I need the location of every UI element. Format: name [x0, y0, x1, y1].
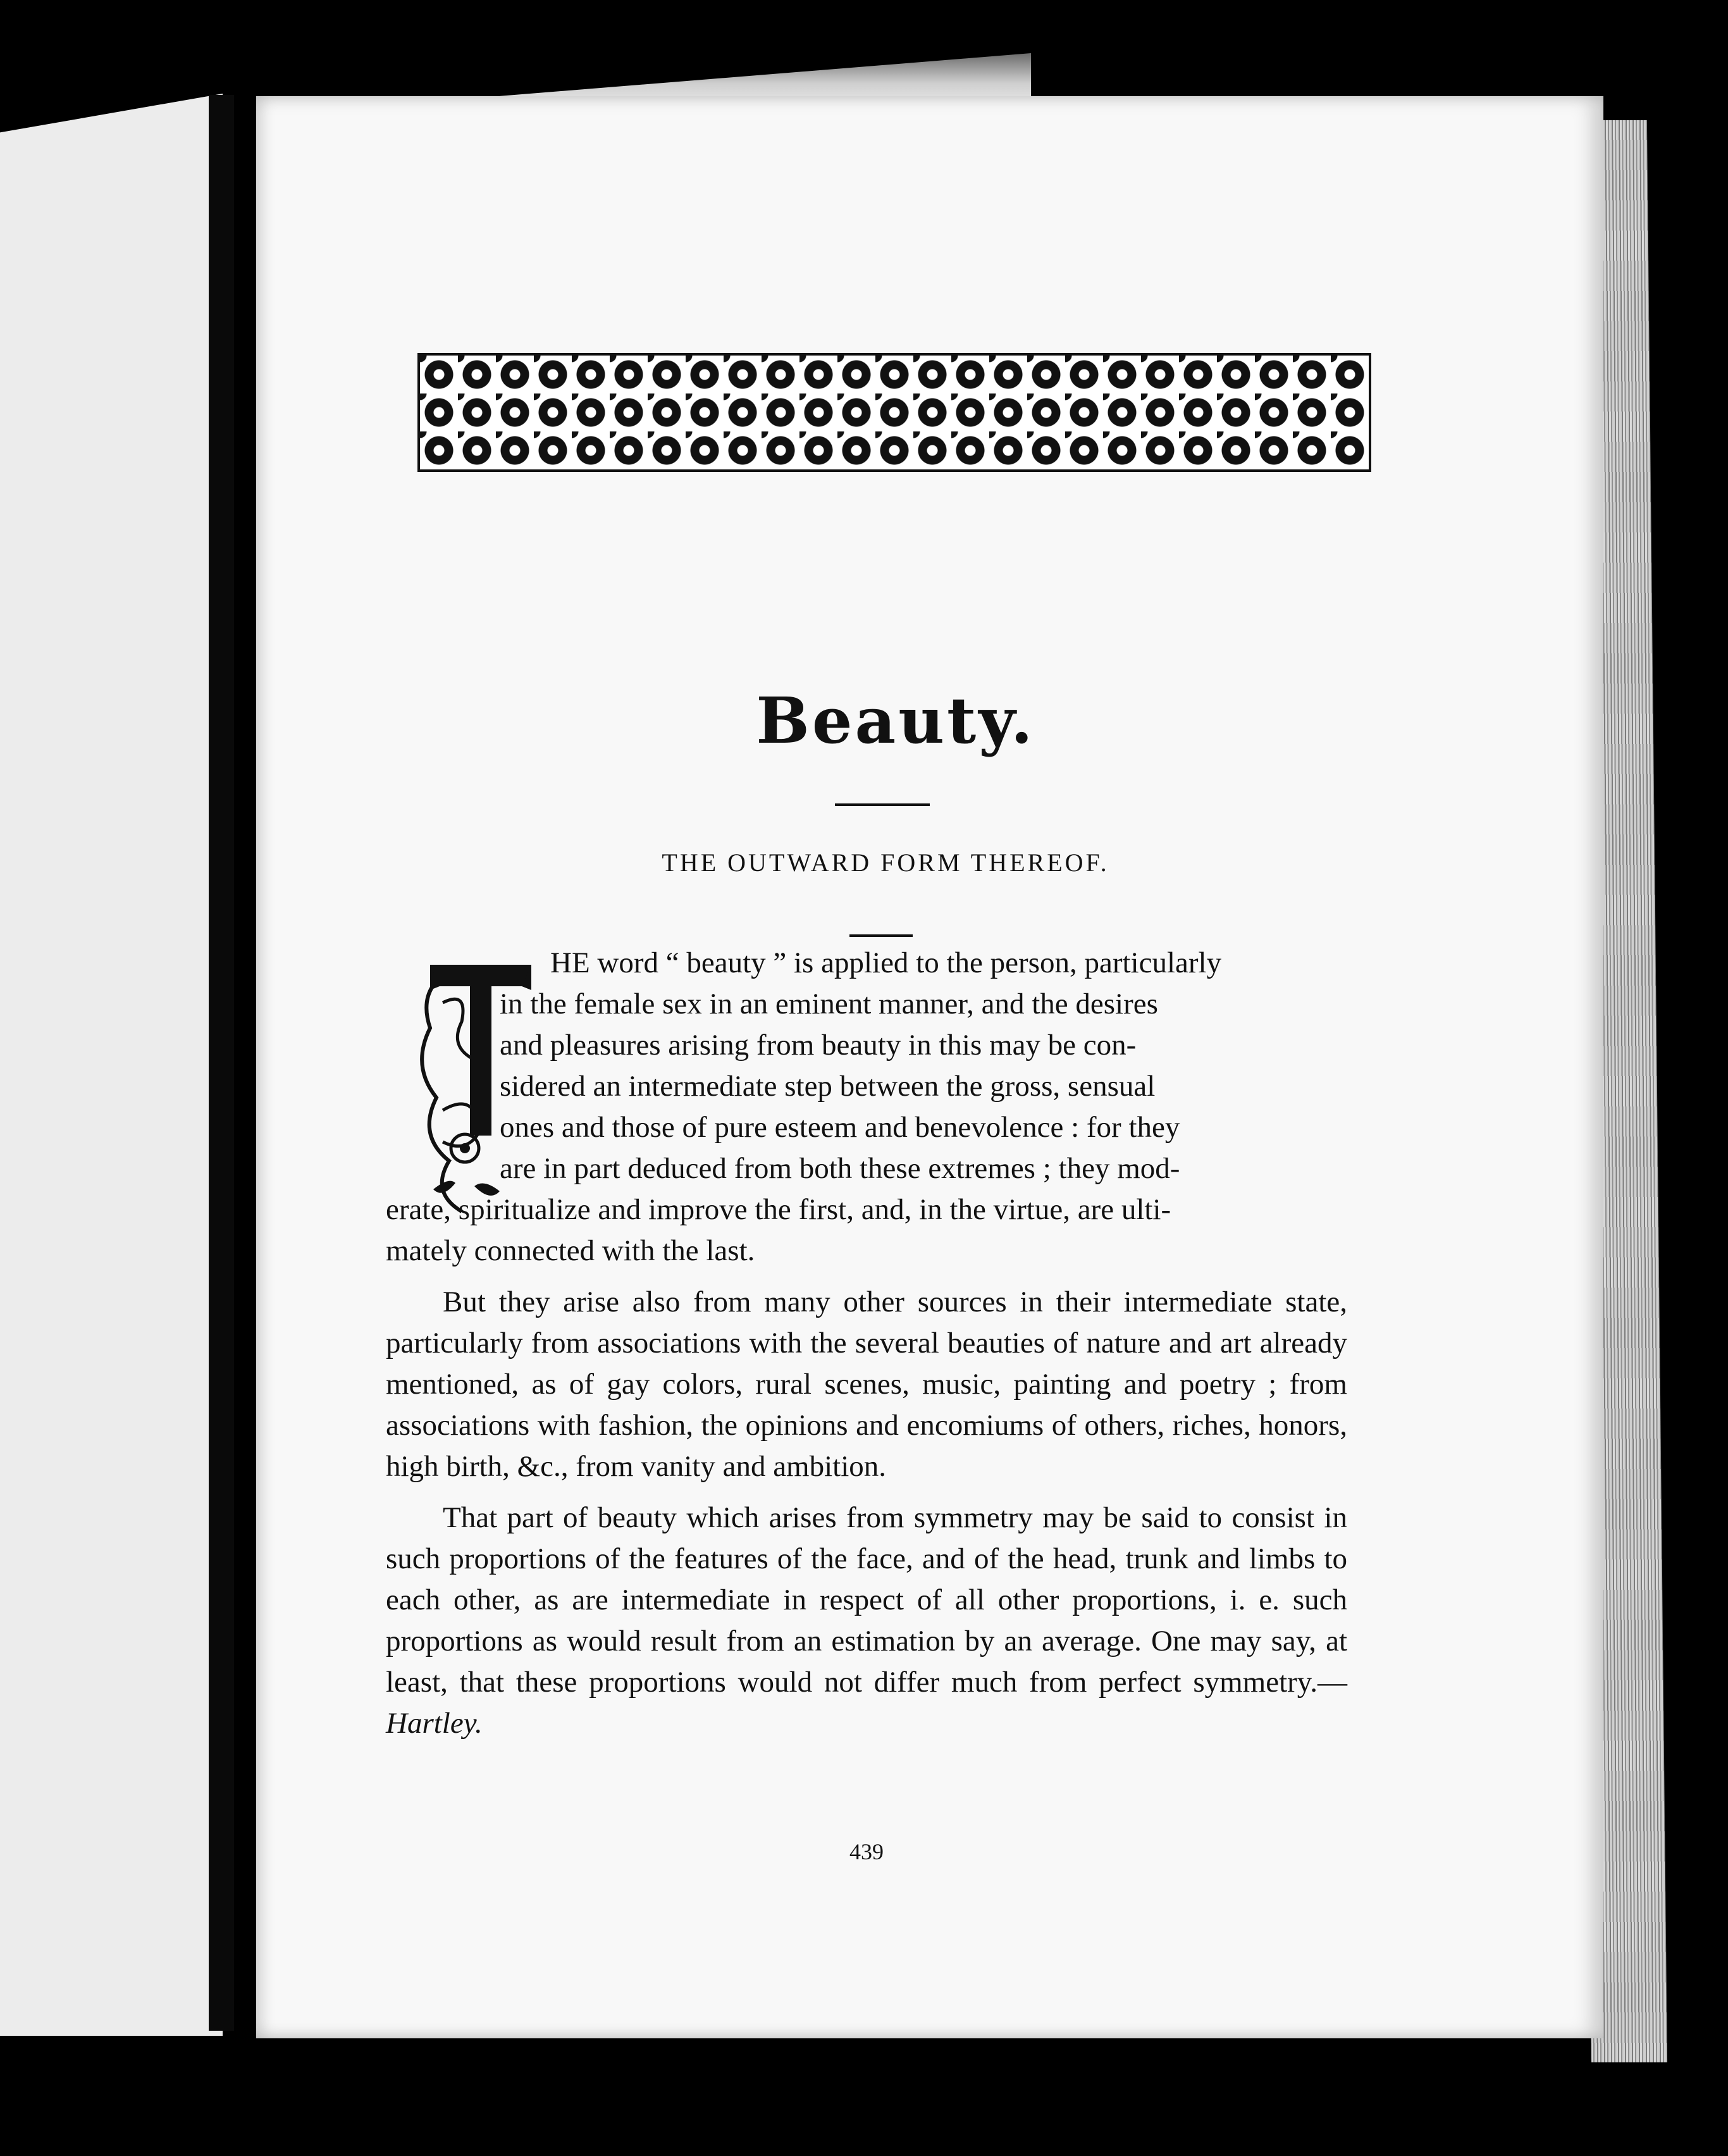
text-line: and pleasures arising from beauty in this may be con-	[500, 1029, 1137, 1062]
page-subtitle: THE OUTWARD FORM THEREOF.	[662, 848, 1109, 877]
book-spine-shadow	[209, 95, 234, 2031]
text-line: mately connected with the last.	[386, 1234, 755, 1267]
paragraph-2	[386, 1282, 1347, 1487]
text-line: erate, spiritualize and improve the first, and, in the virtue, are ulti-	[386, 1193, 1171, 1226]
quote-author: Hartley.	[386, 1707, 483, 1740]
paragraph-3	[386, 1497, 1347, 1744]
page-title: Beauty.	[756, 683, 1035, 758]
page-number: 439	[849, 1839, 884, 1864]
body-text	[386, 943, 1347, 1744]
text-line: HE word “ beauty ” is applied to the person, particularly	[550, 946, 1222, 979]
paragraph-3-block	[386, 1497, 1347, 1744]
paragraph-2-text: But they arise also from many other sources in their intermediate state, particularly from associations with the several beauties of nature and art already mentioned, as of gay colors, rural scenes, music, painting and poetry ; from associations with fashion, the opinions and encomiums of others, riches, honors, high birth, &c., from vanity and ambition.	[386, 1286, 1347, 1483]
text-line: are in part deduced from both these extremes ; they mod-	[500, 1152, 1180, 1185]
ornamental-header-band	[417, 353, 1371, 472]
paragraph-1	[386, 943, 1347, 1272]
paragraph-3-text: That part of beauty which arises from symmetry may be said to consist in such proportions of the features of the face, and of the head, trunk and limbs to each other, as are intermediate in respect of all other proportions, i. e. such proportions as would result from an estimation by an average. One may say, at least, that these proportions would not differ much from perfect symmetry.—	[386, 1501, 1347, 1699]
subtitle-rule	[849, 934, 913, 937]
text-line: sidered an intermediate step between the gross, sensual	[500, 1070, 1156, 1103]
title-rule	[835, 803, 930, 806]
text-line: ones and those of pure esteem and benevolence : for they	[500, 1111, 1180, 1144]
text-line: in the female sex in an eminent manner, and the desires	[500, 988, 1158, 1020]
left-page	[0, 94, 223, 2036]
